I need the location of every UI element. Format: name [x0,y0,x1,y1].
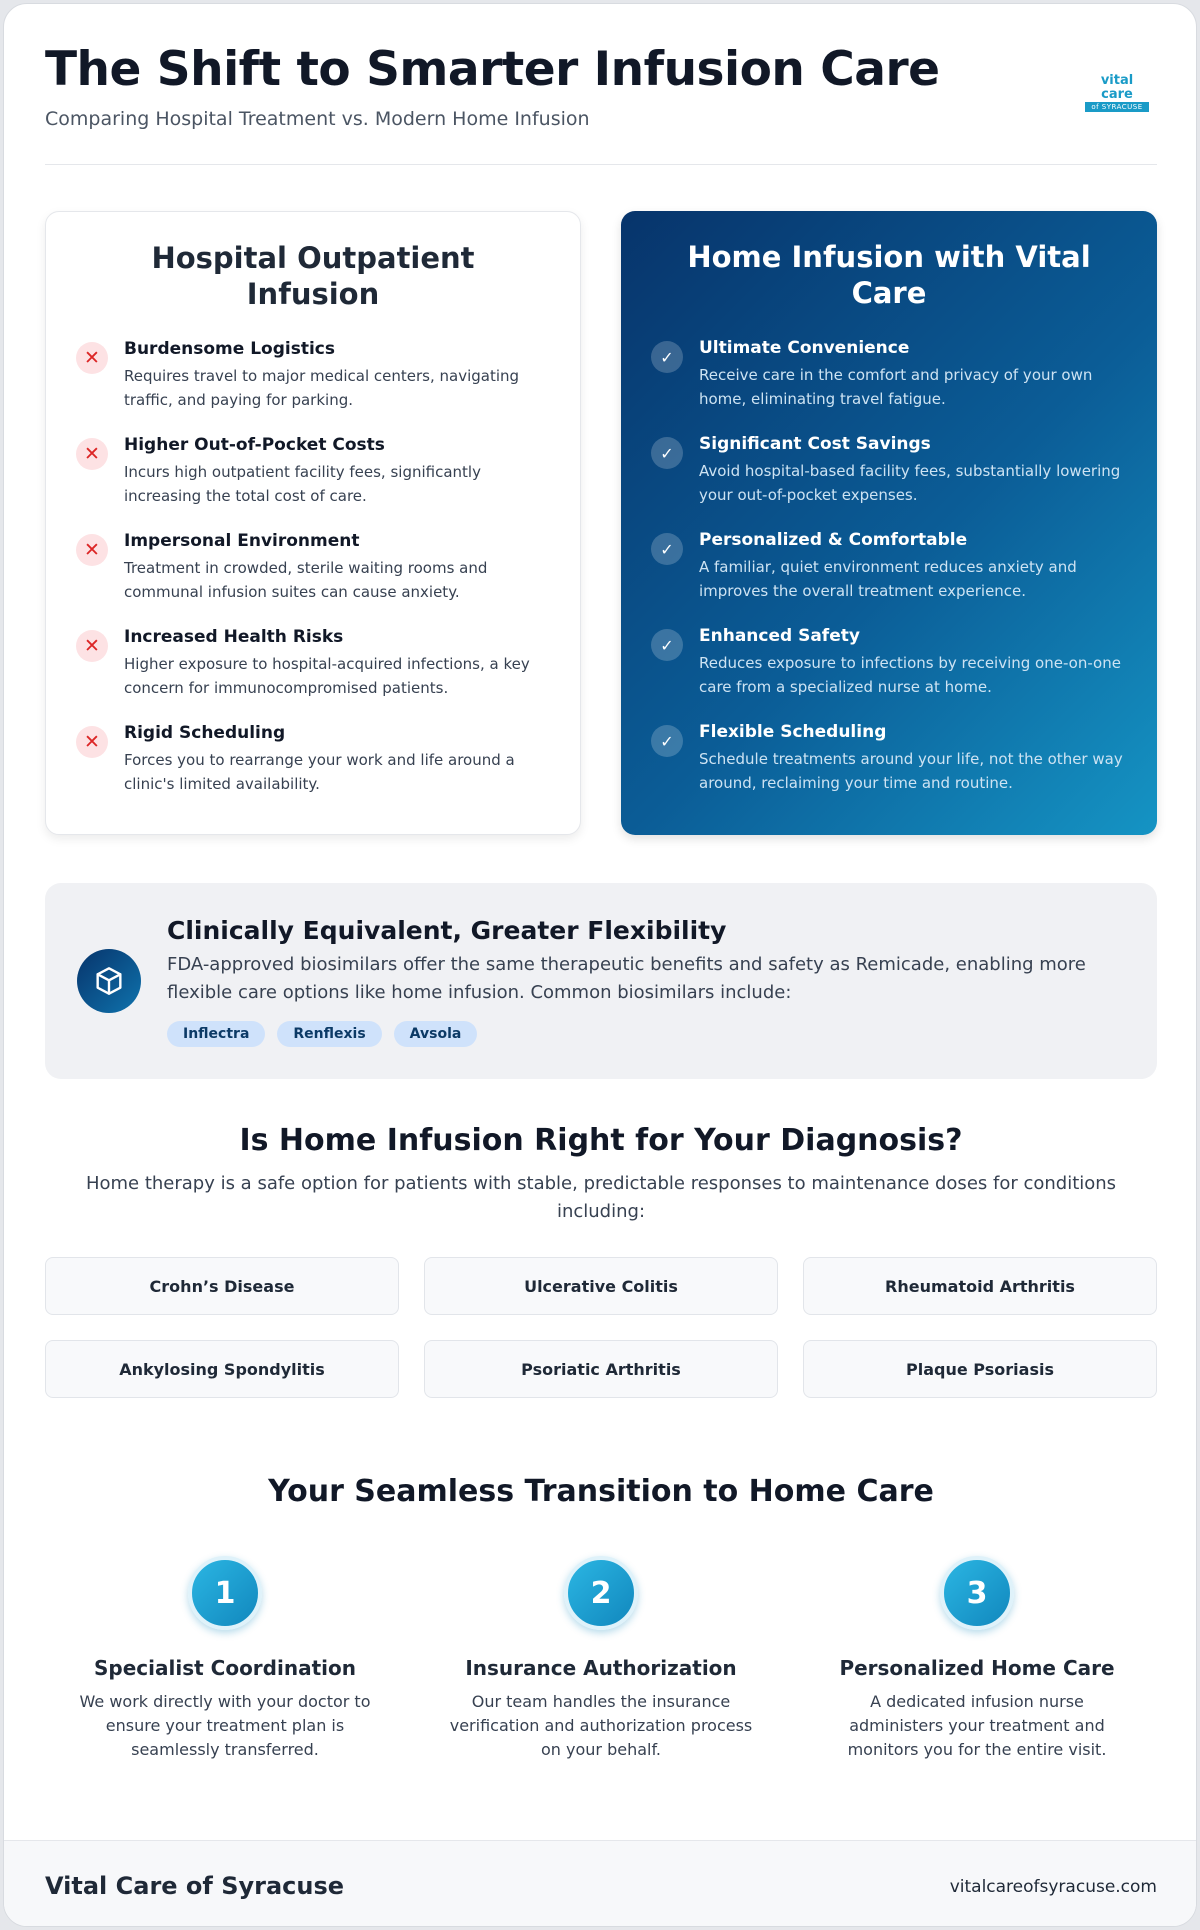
item-title: Rigid Scheduling [124,723,286,743]
page-subtitle: Comparing Hospital Treatment vs. Modern Home Infusion [45,108,590,130]
callout-title: Clinically Equivalent, Greater Flexibility [167,916,727,945]
step-number: 2 [564,1556,638,1630]
cube-icon [77,949,141,1013]
item-desc: Schedule treatments around your life, not the other way around, reclaiming your time and routine. [699,750,1123,792]
callout-text: FDA-approved biosimilars offer the same therapeutic benefits and safety as Remicade, enabling more flexible care options like home infusion. Common biosimilars include: [167,954,1086,1003]
condition-item: Ulcerative Colitis [424,1257,778,1315]
biosimilar-pill: Avsola [394,1021,478,1047]
x-icon: ✕ [76,438,108,470]
item-title: Burdensome Logistics [124,339,335,359]
x-icon: ✕ [76,342,108,374]
footer-website-link[interactable]: vitalcareofsyracuse.com [949,1877,1157,1897]
item-desc: Avoid hospital-based facility fees, substantially lowering your out-of-pocket expenses. [699,462,1121,504]
step-number: 3 [940,1556,1014,1630]
page-title: The Shift to Smarter Infusion Care [45,42,940,97]
item-desc: Reduces exposure to infections by receiving one-on-one care from a specialized nurse at home. [699,654,1121,696]
hospital-card [45,211,581,835]
transition-steps [65,1556,1137,1762]
logo-wordmark: vital care [1100,73,1134,102]
condition-item: Rheumatoid Arthritis [803,1257,1157,1315]
item-title: Impersonal Environment [124,531,360,551]
condition-item: Plaque Psoriasis [803,1340,1157,1398]
item-title: Flexible Scheduling [699,722,887,742]
header [45,40,1157,165]
conditions-grid [45,1257,1157,1398]
step-title: Personalized Home Care [839,1656,1115,1680]
check-icon: ✓ [651,437,683,469]
step-desc: A dedicated infusion nurse administers your treatment and monitors you for the entire visit. [847,1692,1107,1759]
item-title: Ultimate Convenience [699,338,910,358]
hospital-item [76,434,550,530]
x-icon: ✕ [76,630,108,662]
home-item [651,433,1127,529]
item-desc: Higher exposure to hospital-acquired infections, a key concern for immunocompromised patients. [124,655,530,697]
x-icon: ✕ [76,534,108,566]
infographic-page [3,3,1197,1927]
step-card [65,1556,385,1762]
item-desc: Receive care in the comfort and privacy of your own home, eliminating travel fatigue. [699,366,1093,408]
hospital-card-title: Hospital Outpatient Infusion [151,241,475,311]
biosimilar-pill: Inflectra [167,1021,265,1047]
home-item [651,529,1127,625]
step-title: Insurance Authorization [465,1656,737,1680]
item-desc: Forces you to rearrange your work and life around a clinic's limited availability. [124,751,515,793]
footer [4,1840,1197,1927]
item-desc: Incurs high outpatient facility fees, significantly increasing the total cost of care. [124,463,481,505]
item-desc: Treatment in crowded, sterile waiting rooms and communal infusion suites can cause anxiety. [124,559,488,601]
step-desc: We work directly with your doctor to ensure your treatment plan is seamlessly transferred. [79,1692,371,1759]
item-title: Increased Health Risks [124,627,344,647]
check-icon: ✓ [651,629,683,661]
transition-title: Your Seamless Transition to Home Care [268,1474,934,1509]
item-title: Significant Cost Savings [699,434,931,454]
logo-tagline: of SYRACUSE [1085,102,1149,112]
home-infusion-card [621,211,1157,835]
home-item [651,337,1127,433]
step-title: Specialist Coordination [94,1656,356,1680]
biosimilars-callout [45,883,1157,1079]
diagnosis-title: Is Home Infusion Right for Your Diagnosis? [239,1123,963,1158]
hospital-item [76,626,550,722]
brand-logo [1085,74,1149,112]
x-icon: ✕ [76,726,108,758]
condition-item: Psoriatic Arthritis [424,1340,778,1398]
check-icon: ✓ [651,533,683,565]
step-card [441,1556,761,1762]
item-desc: A familiar, quiet environment reduces anxiety and improves the overall treatment experience. [699,558,1077,600]
item-title: Personalized & Comfortable [699,530,968,550]
step-card [817,1556,1137,1762]
check-icon: ✓ [651,725,683,757]
home-item [651,625,1127,721]
item-title: Higher Out-of-Pocket Costs [124,435,385,455]
diagnosis-intro: Home therapy is a safe option for patients with stable, predictable responses to maintenance doses for conditions including: [85,1173,1117,1222]
home-card-title: Home Infusion with Vital Care [687,240,1091,310]
step-desc: Our team handles the insurance verification and authorization process on your behalf. [449,1692,753,1759]
item-title: Enhanced Safety [699,626,860,646]
biosimilar-pills [167,1021,1127,1047]
check-icon: ✓ [651,341,683,373]
hospital-item [76,338,550,434]
hospital-item [76,722,550,818]
footer-brand-name: Vital Care of Syracuse [45,1872,345,1900]
step-number: 1 [188,1556,262,1630]
home-item [651,721,1127,817]
hospital-item [76,530,550,626]
condition-item: Crohn’s Disease [45,1257,399,1315]
item-desc: Requires travel to major medical centers, navigating traffic, and paying for parking. [124,367,520,409]
condition-item: Ankylosing Spondylitis [45,1340,399,1398]
biosimilar-pill: Renflexis [277,1021,381,1047]
